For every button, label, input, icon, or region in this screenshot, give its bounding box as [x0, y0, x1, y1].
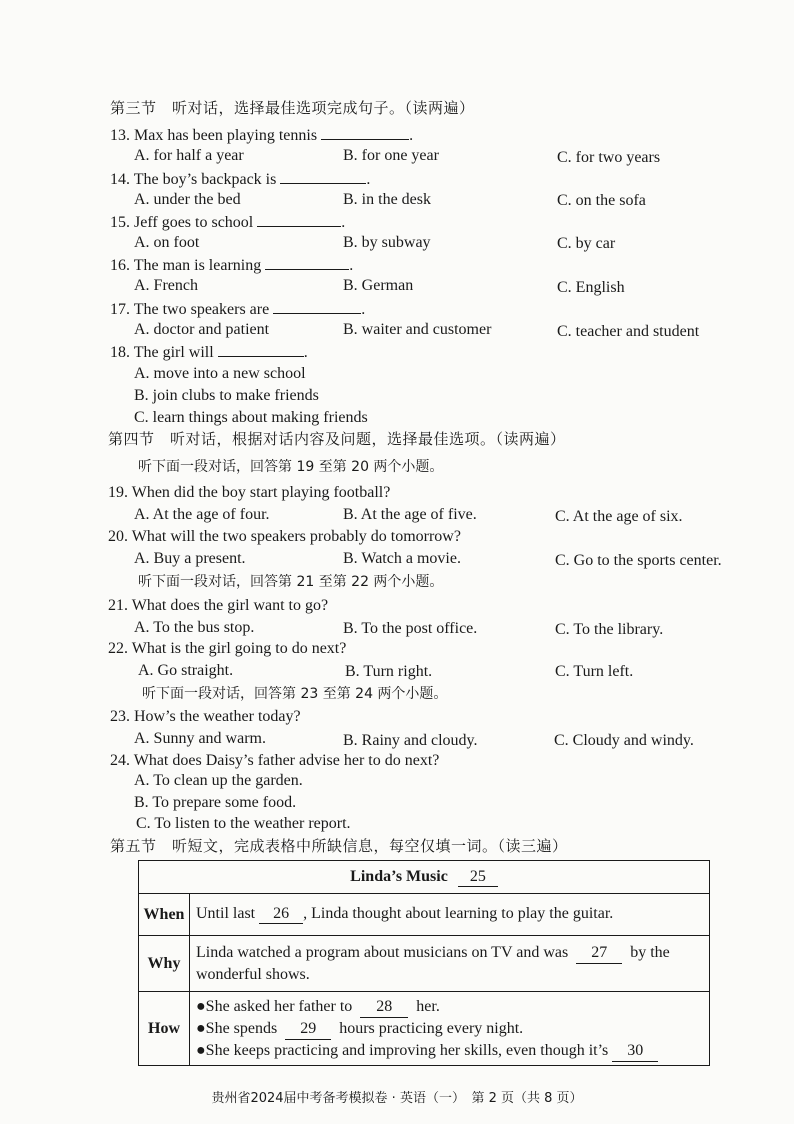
question-24: 24. What does Daisy’s father advise her to do next? [110, 752, 440, 769]
section5-title: 第五节 听短文，完成表格中所缺信息，每空仅填一词。（读三遍） [110, 837, 568, 855]
option-b: B. join clubs to make friends [134, 387, 319, 404]
option-c: C. English [557, 279, 625, 296]
when-pre: Until last [196, 905, 256, 922]
option-a: A. Go straight. [138, 662, 234, 679]
how1-post: her. [416, 997, 440, 1015]
option-c: C. teacher and student [557, 323, 700, 340]
blank-29: 29 [285, 1018, 331, 1040]
option-a: A. Sunny and warm. [134, 730, 266, 747]
how-item-2 [196, 1018, 703, 1040]
question-14 [110, 168, 370, 190]
option-b: B. waiter and customer [343, 321, 492, 338]
option-b: B. At the age of five. [343, 506, 477, 523]
question-end: . [366, 171, 371, 188]
option-b: B. German [343, 277, 414, 294]
row-label-when: When [139, 894, 190, 936]
why-pre: Linda watched a program about musicians on TV and was [196, 944, 569, 961]
why-line2: wonderful shows. [196, 966, 310, 983]
why-cell [190, 936, 710, 992]
question-20: 20. What will the two speakers probably do tomorrow? [108, 528, 461, 545]
instruction-note: 听下面一段对话，回答第 21 至第 22 两个小题。 [138, 574, 444, 590]
table-title-cell [139, 861, 710, 894]
answer-blank [265, 254, 349, 270]
how-item-3 [196, 1040, 703, 1062]
option-c: C. learn things about making friends [134, 409, 368, 426]
how2-post: hours practicing every night. [339, 1019, 524, 1037]
option-b: B. Turn right. [345, 663, 433, 680]
option-a: A. move into a new school [134, 365, 306, 382]
option-a: A. To clean up the garden. [134, 772, 303, 789]
info-table [138, 860, 710, 1066]
option-b: B. To prepare some food. [134, 794, 297, 811]
answer-blank [321, 124, 409, 140]
when-post: , Linda thought about learning to play the guitar. [303, 905, 614, 922]
blank-30: 30 [612, 1040, 658, 1062]
answer-blank [273, 298, 361, 314]
option-c: C. At the age of six. [555, 508, 683, 525]
blank-26: 26 [259, 905, 303, 924]
row-label-why: Why [139, 936, 190, 992]
option-b: B. Rainy and cloudy. [343, 732, 478, 749]
how2-pre: ●She spends [196, 1019, 278, 1037]
option-c: C. Go to the sports center. [555, 552, 722, 569]
why-post: by the [630, 944, 670, 961]
option-b: B. for one year [343, 147, 439, 164]
option-b: B. Watch a movie. [343, 550, 461, 567]
question-23: 23. How’s the weather today? [110, 708, 301, 725]
question-stem: 13. Max has been playing tennis [110, 127, 318, 144]
how3-pre: ●She keeps practicing and improving her skills, even though it’s [196, 1041, 609, 1059]
option-a: A. Buy a present. [134, 550, 246, 567]
how1-pre: ●She asked her father to [196, 997, 353, 1015]
question-end: . [361, 301, 366, 318]
question-end: . [409, 127, 414, 144]
blank-25: 25 [458, 868, 498, 887]
question-stem: 17. The two speakers are [110, 301, 270, 318]
table-title: Linda’s Music [350, 867, 448, 885]
option-c: C. To the library. [555, 621, 664, 638]
option-c: C. Turn left. [555, 663, 634, 680]
blank-28: 28 [360, 996, 408, 1018]
option-a: A. on foot [134, 234, 200, 251]
question-15 [110, 211, 345, 233]
option-a: A. To the bus stop. [134, 619, 255, 636]
question-13 [110, 124, 413, 146]
question-22: 22. What is the girl going to do next? [108, 640, 347, 657]
option-c: C. for two years [557, 149, 661, 166]
answer-blank [257, 211, 341, 227]
option-a: A. for half a year [134, 147, 244, 164]
option-b: B. in the desk [343, 191, 431, 208]
when-cell [190, 894, 710, 936]
question-end: . [341, 214, 346, 231]
question-19: 19. When did the boy start playing football? [108, 484, 391, 501]
row-label-how: How [139, 992, 190, 1066]
section3-title: 第三节 听对话，选择最佳选项完成句子。（读两遍） [110, 99, 475, 117]
question-stem: 14. The boy’s backpack is [110, 171, 277, 188]
instruction-note: 听下面一段对话，回答第 19 至第 20 两个小题。 [138, 459, 444, 475]
answer-blank [218, 341, 304, 357]
question-21: 21. What does the girl want to go? [108, 597, 329, 614]
question-17 [110, 298, 365, 320]
how-cell [190, 992, 710, 1066]
question-16 [110, 254, 353, 276]
option-c: C. To listen to the weather report. [136, 815, 351, 832]
instruction-note: 听下面一段对话，回答第 23 至第 24 两个小题。 [142, 686, 448, 702]
section4-title: 第四节 听对话，根据对话内容及问题，选择最佳选项。（读两遍） [108, 430, 566, 448]
question-stem: 18. The girl will [110, 344, 214, 361]
option-c: C. on the sofa [557, 192, 646, 209]
question-stem: 15. Jeff goes to school [110, 214, 254, 231]
question-stem: 16. The man is learning [110, 257, 262, 274]
blank-27: 27 [576, 942, 622, 964]
option-a: A. French [134, 277, 198, 294]
question-end: . [303, 344, 308, 361]
option-b: B. To the post office. [343, 620, 478, 637]
option-a: A. under the bed [134, 191, 241, 208]
question-end: . [349, 257, 354, 274]
option-b: B. by subway [343, 234, 431, 251]
option-a: A. doctor and patient [134, 321, 270, 338]
how-item-1 [196, 996, 703, 1018]
page-footer: 贵州省2024届中考备考模拟卷 · 英语（一） 第 2 页（共 8 页） [211, 1091, 583, 1106]
question-18 [110, 341, 308, 363]
option-c: C. Cloudy and windy. [554, 732, 694, 749]
option-c: C. by car [557, 235, 616, 252]
answer-blank [280, 168, 366, 184]
option-a: A. At the age of four. [134, 506, 270, 523]
